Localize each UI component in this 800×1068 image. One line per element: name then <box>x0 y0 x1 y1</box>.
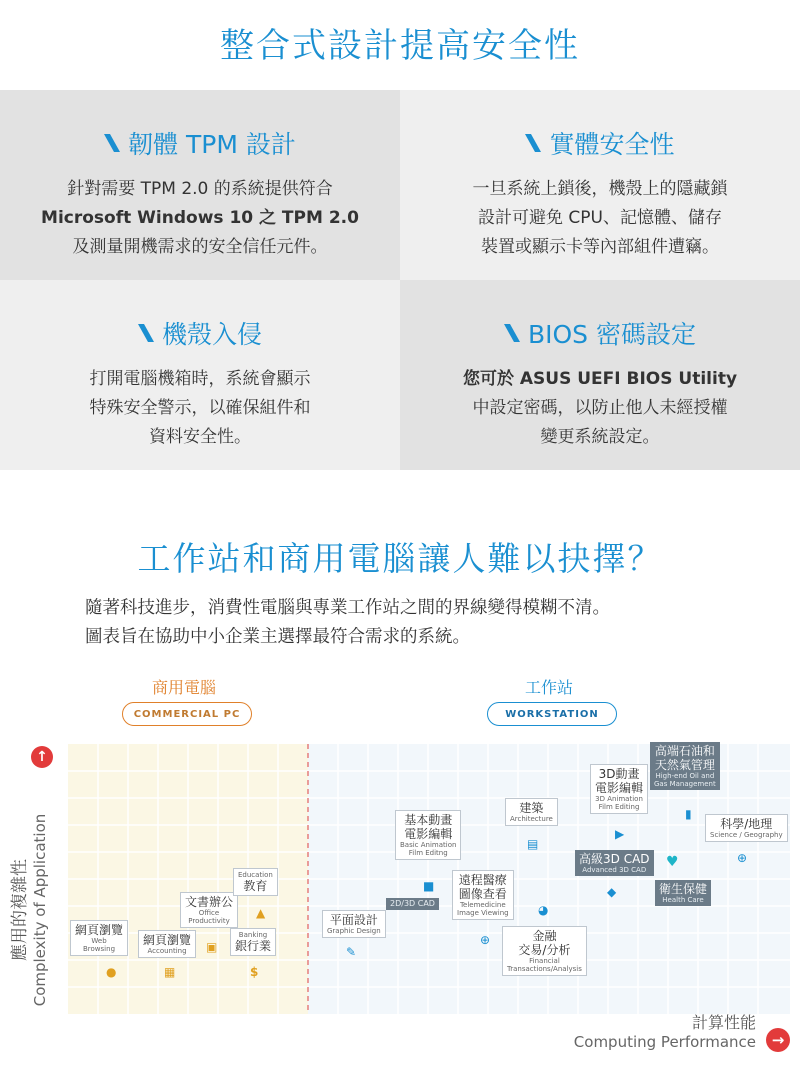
app-label: 衛生保健 <box>659 882 708 896</box>
app-architecture <box>505 798 558 826</box>
cube-icon: ◆ <box>607 885 617 899</box>
x-axis-label <box>574 1010 756 1051</box>
app-label: 高級3D CAD <box>579 852 650 866</box>
slash-icon <box>525 130 541 156</box>
app-banking <box>230 928 276 956</box>
app-en: Browsing <box>83 945 116 953</box>
app-oil-gas <box>650 742 720 790</box>
app-en: Transactions/Analysis <box>507 965 582 973</box>
app-health-care <box>655 880 711 906</box>
app-en: Education <box>238 871 273 879</box>
app-label: 基本動畫 <box>404 813 453 827</box>
app-en: Science / Geography <box>710 831 783 839</box>
app-en: Architecture <box>510 815 553 823</box>
video-icon: ▶ <box>615 827 625 841</box>
globe-icon: ⊕ <box>737 851 748 865</box>
x-axis-en: Computing Performance <box>573 1033 756 1051</box>
comparison-intro <box>85 594 610 652</box>
oil-drop-icon: ▮ <box>685 807 692 821</box>
feature-chassis-intrusion <box>0 280 400 470</box>
app-en: Basic Animation <box>400 841 457 849</box>
feature-firmware-tpm <box>0 90 400 280</box>
workstation-label: 工作站 <box>525 678 574 697</box>
app-telemedicine <box>452 870 514 920</box>
app-en: Image Viewing <box>457 909 509 917</box>
app-label: 3D動畫 <box>598 767 640 781</box>
y-axis-label <box>10 780 50 1040</box>
app-label: 網頁瀏覽 <box>143 933 192 947</box>
slash-icon <box>504 320 520 346</box>
calculator-icon: ▦ <box>164 965 176 979</box>
intro-line: 隨著科技進步，消費性電腦與專業工作站之間的界線變得模糊不清。 <box>85 598 610 618</box>
slash-icon <box>138 320 154 346</box>
arrow-right-icon: → <box>766 1028 790 1052</box>
pie-chart-icon: ◕ <box>538 903 549 917</box>
building-icon: ▤ <box>527 837 539 851</box>
feature-line: 中設定密碼，以防止他人未經授權 <box>472 398 728 418</box>
feature-physical-security <box>400 90 800 280</box>
feature-line: 設計可避免 CPU、記憶體、儲存 <box>478 208 722 228</box>
slash-icon <box>104 130 120 156</box>
feature-line: 一旦系統上鎖後，機殼上的隱藏鎖 <box>472 179 728 199</box>
workstation-pill: WORKSTATION <box>487 702 617 726</box>
feature-heading: 實體安全性 <box>549 130 675 159</box>
medical-plus-icon: ⊕ <box>480 933 491 947</box>
app-en: Health Care <box>662 896 704 904</box>
graduation-cap-icon: ▲ <box>256 906 266 920</box>
app-en: 2D/3D CAD <box>390 899 435 908</box>
app-en: Film Editng <box>408 849 448 857</box>
app-label: 網頁瀏覽 <box>75 923 124 937</box>
comparison-title: 工作站和商用電腦讓人難以抉擇？ <box>137 539 663 578</box>
app-en: Accounting <box>147 947 187 955</box>
app-label: 遠程醫療 <box>458 873 507 887</box>
feature-bios-password <box>400 280 800 470</box>
app-science-geography <box>705 814 788 842</box>
feature-heading: BIOS 密碼設定 <box>527 320 697 349</box>
feature-line: 針對需要 TPM 2.0 的系統提供符合 <box>67 179 333 199</box>
app-en: Telemedicine <box>459 901 506 909</box>
feature-line: 變更系統設定。 <box>540 427 660 447</box>
commercial-pc-label: 商用電腦 <box>152 678 217 697</box>
app-en: Financial <box>529 957 560 965</box>
app-graphic-design <box>322 910 386 938</box>
app-education <box>233 868 278 896</box>
app-office <box>180 892 238 928</box>
app-label: 高端石油和 <box>654 744 715 758</box>
app-label: 文書辦公 <box>185 895 234 909</box>
app-label: 平面設計 <box>329 913 378 927</box>
app-label: 交易/分析 <box>518 943 571 957</box>
app-en: Advanced 3D CAD <box>582 866 647 874</box>
app-en: Web <box>91 937 107 945</box>
app-accounting <box>138 930 196 958</box>
app-label: 圖像查看 <box>458 887 507 901</box>
app-en: High-end Oil and <box>655 772 715 780</box>
app-label: 電影編輯 <box>595 781 644 795</box>
app-3d-animation <box>590 764 648 814</box>
app-2d3d-cad <box>386 898 439 910</box>
feature-line: Microsoft Windows 10 之 TPM 2.0 <box>41 208 359 228</box>
app-advanced-3d-cad <box>575 850 654 876</box>
app-en: Banking <box>238 931 268 939</box>
app-en: Film Editing <box>598 803 640 811</box>
y-axis-cn: 應用的複雜性 <box>10 859 30 961</box>
app-label: 電影編輯 <box>404 827 453 841</box>
app-financial <box>502 926 587 976</box>
feature-line: 特殊安全警示，以確保組件和 <box>89 398 311 418</box>
feature-line: 及測量開機需求的安全信任元件。 <box>72 237 328 257</box>
app-label: 金融 <box>532 929 557 943</box>
app-web-browsing <box>70 920 128 956</box>
feature-line: 您可於 ASUS UEFI BIOS Utility <box>462 369 738 389</box>
commercial-pc-pill: COMMERCIAL PC <box>122 702 252 726</box>
app-label: 科學/地理 <box>720 817 773 831</box>
intro-line: 圖表旨在協助中小企業主選擇最符合需求的系統。 <box>85 627 470 647</box>
security-features-grid <box>0 90 800 470</box>
app-basic-animation <box>395 810 461 860</box>
app-label: 教育 <box>243 879 268 893</box>
app-label: 建築 <box>519 801 544 815</box>
pen-icon: ✎ <box>346 945 357 959</box>
feature-line: 資料安全性。 <box>149 427 251 447</box>
x-axis-cn: 計算性能 <box>691 1013 756 1032</box>
app-en: Graphic Design <box>327 927 381 935</box>
dollar-icon: $ <box>250 965 259 979</box>
feature-line: 打開電腦機箱時，系統會顯示 <box>89 369 311 389</box>
app-en: Gas Management <box>654 780 716 788</box>
app-en: Office <box>198 909 220 917</box>
heart-icon: ♥ <box>666 854 679 870</box>
app-en: Productivity <box>188 917 230 925</box>
web-icon: ● <box>106 965 117 979</box>
arrow-up-icon: ↑ <box>31 746 53 768</box>
app-en: 3D Animation <box>595 795 643 803</box>
app-label: 銀行業 <box>235 939 272 953</box>
app-label: 天然氣管理 <box>654 758 715 772</box>
camera-icon: ■ <box>423 879 435 893</box>
feature-heading: 韌體 TPM 設計 <box>128 130 296 159</box>
security-title: 整合式設計提高安全性 <box>220 26 580 66</box>
feature-line: 裝置或顯示卡等內部組件遭竊。 <box>481 237 719 257</box>
feature-heading: 機殼入侵 <box>161 320 262 349</box>
y-axis-en: Complexity of Application <box>31 813 49 1007</box>
presentation-icon: ▣ <box>206 940 218 954</box>
